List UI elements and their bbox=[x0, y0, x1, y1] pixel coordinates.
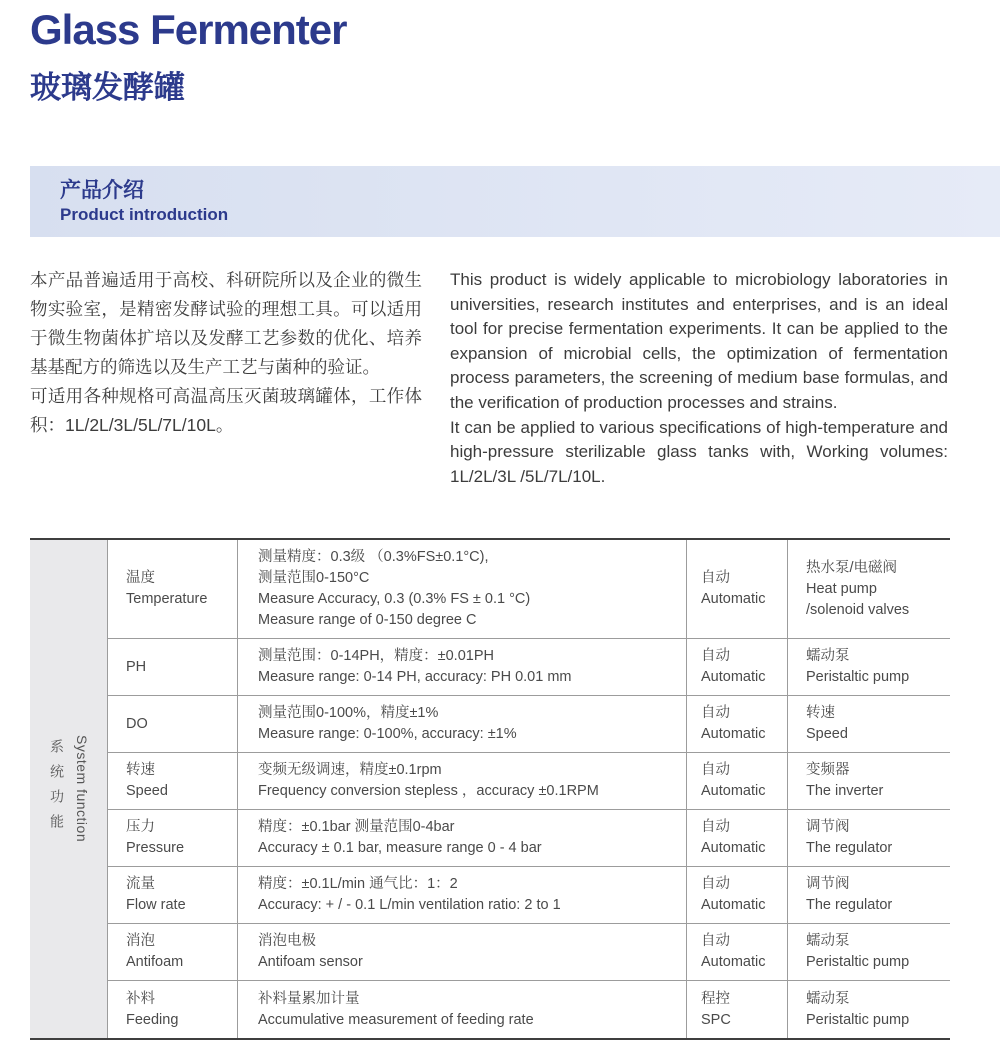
parameter-name-cell bbox=[108, 924, 238, 980]
spec-description-cell bbox=[238, 981, 687, 1038]
spec-description-cell-line: Accuracy ± 0.1 bar, measure range 0 - 4 bar bbox=[258, 840, 542, 856]
section-title-chinese: 产品介绍 bbox=[60, 178, 144, 202]
actuator-device-cell-line: Peristaltic pump bbox=[806, 954, 910, 970]
table-rows bbox=[108, 540, 950, 1038]
spec-description-cell bbox=[238, 924, 687, 980]
actuator-device-cell bbox=[788, 540, 950, 638]
control-mode-cell-line: Automatic bbox=[701, 840, 766, 856]
spec-description-cell-line: Frequency conversion stepless ，accuracy ±0.1RPM bbox=[258, 783, 599, 799]
parameter-name-cell bbox=[108, 753, 238, 809]
actuator-device-cell-line: 蠕动泵 bbox=[806, 933, 850, 949]
actuator-device-cell-line: 调节阀 bbox=[806, 819, 850, 835]
spec-description-cell bbox=[238, 540, 687, 638]
spec-description-cell-line: Measure range: 0-14 PH, accuracy: PH 0.01 mm bbox=[258, 669, 572, 685]
actuator-device-cell-line: The inverter bbox=[806, 783, 884, 799]
parameter-name-cell-line: 转速 bbox=[126, 762, 155, 778]
control-mode-cell-line: 自动 bbox=[701, 819, 730, 835]
table-row bbox=[108, 867, 950, 924]
actuator-device-cell bbox=[788, 924, 950, 980]
spec-description-cell-line: 测量范围0-150°C bbox=[258, 570, 370, 586]
actuator-device-cell-line: The regulator bbox=[806, 840, 893, 856]
parameter-name-cell-line: 温度 bbox=[126, 570, 155, 586]
spec-description-cell-line: Measure range of 0-150 degree C bbox=[258, 612, 477, 628]
spec-description-cell bbox=[238, 639, 687, 695]
control-mode-cell bbox=[687, 696, 788, 752]
spec-description-cell bbox=[238, 753, 687, 809]
actuator-device-cell bbox=[788, 867, 950, 923]
actuator-device-cell-line: Peristaltic pump bbox=[806, 1011, 910, 1028]
spec-description-cell-line: 变频无级调速，精度±0.1rpm bbox=[258, 762, 442, 778]
intro-en-p1: This product is widely applicable to microbiology laboratories in universities, research institutes and enterprises, and is an ideal tool for precise fermentation experiments. It can be applied to the expansion of microbial cells, the optimization of fermentation process parameters, the screening of medium base formulas, and the verification of production processes and strains. bbox=[450, 270, 948, 412]
section-header-band bbox=[30, 166, 1000, 237]
parameter-name-cell-line: 压力 bbox=[126, 819, 155, 835]
spec-description-cell-line: Accumulative measurement of feeding rate bbox=[258, 1011, 534, 1028]
spec-description-cell-line: 精度：±0.1bar 测量范围0-4bar bbox=[258, 819, 455, 835]
table-row-group-header bbox=[30, 540, 108, 1038]
control-mode-cell-line: Automatic bbox=[701, 783, 766, 799]
table-row bbox=[108, 924, 950, 981]
actuator-device-cell-line: 蠕动泵 bbox=[806, 648, 850, 664]
actuator-device-cell-line: 调节阀 bbox=[806, 876, 850, 892]
spec-description-cell-line: Accuracy: + / - 0.1 L/min ventilation ratio: 2 to 1 bbox=[258, 897, 561, 913]
control-mode-cell-line: 自动 bbox=[701, 876, 730, 892]
actuator-device-cell-line: /solenoid valves bbox=[806, 601, 910, 618]
intro-cn-p1: 本产品普遍适用于高校、科研院所以及企业的微生物实验室，是精密发酵试验的理想工具。可以适用于微生物菌体扩培以及发酵工艺参数的优化、培养基基配方的筛选以及生产工艺与菌种的验证。 bbox=[30, 270, 422, 377]
actuator-device-cell-line: Speed bbox=[806, 726, 848, 742]
parameter-name-cell bbox=[108, 696, 238, 752]
actuator-device-cell bbox=[788, 639, 950, 695]
spec-description-cell-line: Measure range: 0-100%, accuracy: ±1% bbox=[258, 726, 517, 742]
control-mode-cell bbox=[687, 981, 788, 1038]
control-mode-cell bbox=[687, 753, 788, 809]
parameter-name-cell-line: PH bbox=[126, 658, 147, 675]
control-mode-cell-line: 自动 bbox=[701, 762, 730, 778]
control-mode-cell-line: 自动 bbox=[701, 570, 730, 586]
actuator-device-cell bbox=[788, 753, 950, 809]
parameter-name-cell-line: Flow rate bbox=[126, 897, 186, 913]
table-row bbox=[108, 540, 950, 639]
actuator-device-cell-line: 变频器 bbox=[806, 762, 850, 778]
parameter-name-cell-line: Speed bbox=[126, 783, 168, 799]
actuator-device-cell bbox=[788, 810, 950, 866]
spec-description-cell-line: 消泡电极 bbox=[258, 933, 316, 949]
spec-description-cell-line: Antifoam sensor bbox=[258, 954, 363, 970]
control-mode-cell-line: Automatic bbox=[701, 954, 766, 970]
spec-description-cell bbox=[238, 696, 687, 752]
parameter-name-cell bbox=[108, 810, 238, 866]
section-title-english: Product introduction bbox=[60, 204, 229, 224]
parameter-name-cell bbox=[108, 540, 238, 638]
parameter-name-cell-line: Temperature bbox=[126, 591, 208, 607]
spec-description-cell-line: 测量范围0-100%，精度±1% bbox=[258, 705, 439, 721]
intro-en-p2: It can be applied to various specifications of high-temperature and high-pressure sterilizable glass tanks with, Working volumes: 1L/2L/3L /5L/7L/10L. bbox=[450, 417, 948, 486]
control-mode-cell bbox=[687, 540, 788, 638]
actuator-device-cell-line: 转速 bbox=[806, 705, 835, 721]
table-row bbox=[108, 753, 950, 810]
spec-description-cell-line: Measure Accuracy, 0.3 (0.3% FS ± 0.1 °C) bbox=[258, 591, 531, 607]
parameter-name-cell bbox=[108, 639, 238, 695]
actuator-device-cell-line: 热水泵/电磁阀 bbox=[806, 559, 898, 576]
parameter-name-cell-line: 补料 bbox=[126, 990, 155, 1007]
control-mode-cell-line: Automatic bbox=[701, 669, 766, 685]
parameter-name-cell bbox=[108, 981, 238, 1038]
control-mode-cell-line: 自动 bbox=[701, 648, 730, 664]
parameter-name-cell-line: 消泡 bbox=[126, 933, 155, 949]
control-mode-cell bbox=[687, 810, 788, 866]
spec-description-cell-line: 测量范围：0-14PH，精度：±0.01PH bbox=[258, 648, 494, 664]
table-row bbox=[108, 981, 950, 1038]
row-group-header-chinese: 系统功能 bbox=[49, 739, 65, 839]
actuator-device-cell bbox=[788, 981, 950, 1038]
row-group-header-english: System function bbox=[74, 735, 90, 843]
intro-paragraph-chinese bbox=[30, 266, 422, 440]
table-row bbox=[108, 696, 950, 753]
actuator-device-cell-line: Peristaltic pump bbox=[806, 669, 910, 685]
control-mode-cell-line: 自动 bbox=[701, 705, 730, 721]
parameter-name-cell-line: Feeding bbox=[126, 1011, 179, 1028]
spec-description-cell-line: 测量精度：0.3级 （0.3%FS±0.1°C), bbox=[258, 549, 489, 565]
actuator-device-cell-line: 蠕动泵 bbox=[806, 990, 850, 1007]
actuator-device-cell bbox=[788, 696, 950, 752]
control-mode-cell bbox=[687, 924, 788, 980]
parameter-name-cell-line: Pressure bbox=[126, 840, 185, 856]
intro-paragraph-english bbox=[450, 268, 948, 489]
control-mode-cell-line: Automatic bbox=[701, 897, 766, 913]
spec-description-cell bbox=[238, 867, 687, 923]
parameter-name-cell-line: DO bbox=[126, 715, 148, 732]
system-function-table bbox=[30, 538, 950, 1040]
control-mode-cell-line: 自动 bbox=[701, 933, 730, 949]
page-title-chinese: 玻璃发酵罐 bbox=[30, 70, 185, 105]
parameter-name-cell-line: 流量 bbox=[126, 876, 155, 892]
control-mode-cell-line: Automatic bbox=[701, 591, 766, 607]
control-mode-cell bbox=[687, 639, 788, 695]
table-row bbox=[108, 639, 950, 696]
parameter-name-cell-line: Antifoam bbox=[126, 954, 184, 970]
table-row bbox=[108, 810, 950, 867]
control-mode-cell-line: 程控 bbox=[701, 990, 730, 1007]
control-mode-cell-line: SPC bbox=[701, 1011, 731, 1028]
spec-description-cell-line: 精度：±0.1L/min 通气比：1：2 bbox=[258, 876, 458, 892]
spec-description-cell-line: 补料量累加计量 bbox=[258, 990, 360, 1007]
actuator-device-cell-line: The regulator bbox=[806, 897, 893, 913]
control-mode-cell bbox=[687, 867, 788, 923]
page-title: Glass Fermenter bbox=[30, 6, 347, 53]
intro-cn-p2: 可适用各种规格可高温高压灭菌玻璃罐体，工作体积：1L/2L/3L/5L/7L/10L。 bbox=[30, 386, 422, 435]
control-mode-cell-line: Automatic bbox=[701, 726, 766, 742]
actuator-device-cell-line: Heat pump bbox=[806, 580, 877, 597]
spec-description-cell bbox=[238, 810, 687, 866]
parameter-name-cell bbox=[108, 867, 238, 923]
